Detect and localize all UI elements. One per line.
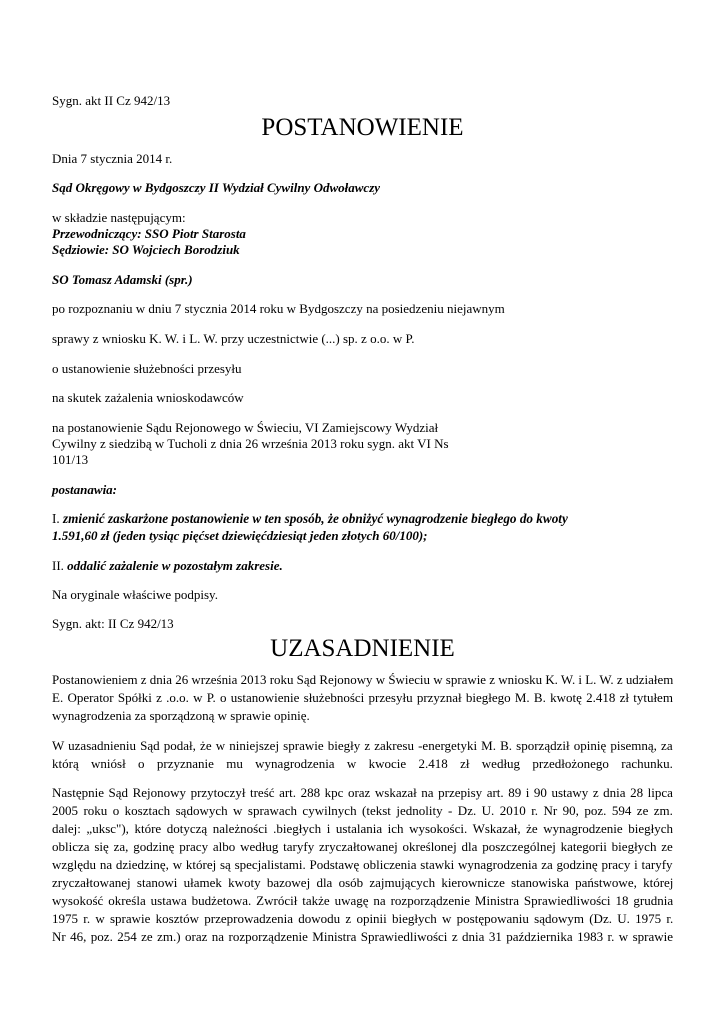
ruling-2-number: II. [52, 558, 64, 573]
paragraph-line: względu na dziedzinę, w której są specjalistami. Podstawę obliczenia stawki wynagrodzenia za godzinę pracy i taryfy [52, 857, 673, 872]
paragraph-line: 2005 roku o kosztach sądowych w sprawach cywilnych (tekst jednolity - Dz. U. 2010 r. Nr 90, poz. 594 ze zm. [52, 803, 673, 818]
paragraph-line: zryczałtowanej stanowi ułamek kwoty bazowej dla osób zajmujących kierownicze stanowiska państwowe, której [52, 875, 674, 890]
ruling-1-number: I. [52, 511, 60, 526]
judges: Sędziowie: SO Wojciech Borodziuk [52, 242, 240, 257]
lower-court-line: na postanowienie Sądu Rejonowego w Świeciu, VI Zamiejscowy Wydział [52, 420, 439, 435]
document-title: POSTANOWIENIE [261, 114, 464, 141]
ruling-1-text: zmienić zaskarżone postanowienie w ten sposób, że obniżyć wynagrodzenie biegłego do kwoty [63, 511, 568, 526]
case-reference-2: Sygn. akt: II Cz 942/13 [52, 616, 174, 631]
paragraph-line: Następnie Sąd Rejonowy przytoczył treść art. 288 kpc oraz wskazał na przepisy art. 89 i 90 ustawy z dnia 28 lipca [52, 785, 673, 800]
ruling-1-amount: 1.591,60 zł (jeden tysiąc pięćset dziewięćdziesiąt jeden złotych 60/100); [52, 528, 428, 543]
lower-court-line: 101/13 [52, 452, 89, 467]
ruling-2-text: oddalić zażalenie w pozostałym zakresie. [67, 558, 283, 573]
paragraph-line: dalej: „uksc"), które dotyczą należności .biegłych i ustalania ich wysokości. Wskazał, że wynagrodzenie biegłych [52, 821, 673, 836]
paragraph-line: Nr 46, poz. 254 ze zm.) oraz na rozporządzenie Ministra Sprawiedliwości z dnia 31 października 1983 r. w sprawie [52, 929, 674, 944]
signatures-note: Na oryginale właściwe podpisy. [52, 587, 218, 602]
decides-heading: postanawia: [52, 482, 118, 497]
ruling-1 [52, 511, 568, 527]
judge-rapporteur: SO Tomasz Adamski (spr.) [52, 272, 193, 287]
paragraph-line: którą wniósł o przyznanie mu wynagrodzenia w kwocie 2.418 zł według przedłożonego rachunku. [52, 756, 673, 771]
decision-date: Dnia 7 stycznia 2014 r. [52, 151, 173, 166]
hearing-info: po rozpoznaniu w dniu 7 stycznia 2014 roku w Bydgoszczy na posiedzeniu niejawnym [52, 301, 505, 316]
lower-court-line: Cywilny z siedzibą w Tucholi z dnia 26 września 2013 roku sygn. akt VI Ns [52, 436, 449, 451]
paragraph-line: Postanowieniem z dnia 26 września 2013 roku Sąd Rejonowy w Świeciu w sprawie z wniosku K. W. i L. W. z udziałem [52, 672, 674, 687]
appeal-basis: na skutek zażalenia wnioskodawców [52, 390, 244, 405]
paragraph-line: 1975 r. w sprawie kosztów przeprowadzenia dowodu z opinii biegłych w postępowaniu sądowym (Dz. U. 1975 r. [52, 911, 674, 926]
composition-intro: w składzie następującym: [52, 210, 186, 225]
paragraph-line: W uzasadnieniu Sąd podał, że w niniejszej sprawie biegły z zakresu -energetyki M. B. sporządził opinię pisemną, za [52, 738, 673, 753]
court-name: Sąd Okręgowy w Bydgoszczy II Wydział Cywilny Odwoławczy [52, 180, 381, 195]
justification-title: UZASADNIENIE [270, 635, 455, 662]
paragraph-line: oblicza się za, godzinę pracy albo według taryfy zryczałtowanej określonej dla poszczególnej kategorii biegłych ze [52, 839, 673, 854]
paragraph-line: wynagrodzenia za sporządzoną w sprawie opinię. [52, 708, 310, 723]
paragraph-line: E. Operator Spółki z .o.o. w P. o ustanowienie służebności przesyłu przyznał biegłego M. B. kwotę 2.418 zł tytułem [52, 690, 673, 705]
ruling-2 [52, 558, 283, 574]
case-reference: Sygn. akt II Cz 942/13 [52, 93, 171, 108]
case-parties: sprawy z wniosku K. W. i L. W. przy uczestnictwie (...) sp. z o.o. w P. [52, 331, 415, 346]
presiding-judge: Przewodniczący: SSO Piotr Starosta [52, 226, 246, 241]
case-subject: o ustanowienie służebności przesyłu [52, 361, 242, 376]
paragraph-line: wysokość określa ustawa budżetowa. Zwrócił także uwagę na rozporządzenie Ministra Sprawiedliwości 18 grudnia [52, 893, 674, 908]
